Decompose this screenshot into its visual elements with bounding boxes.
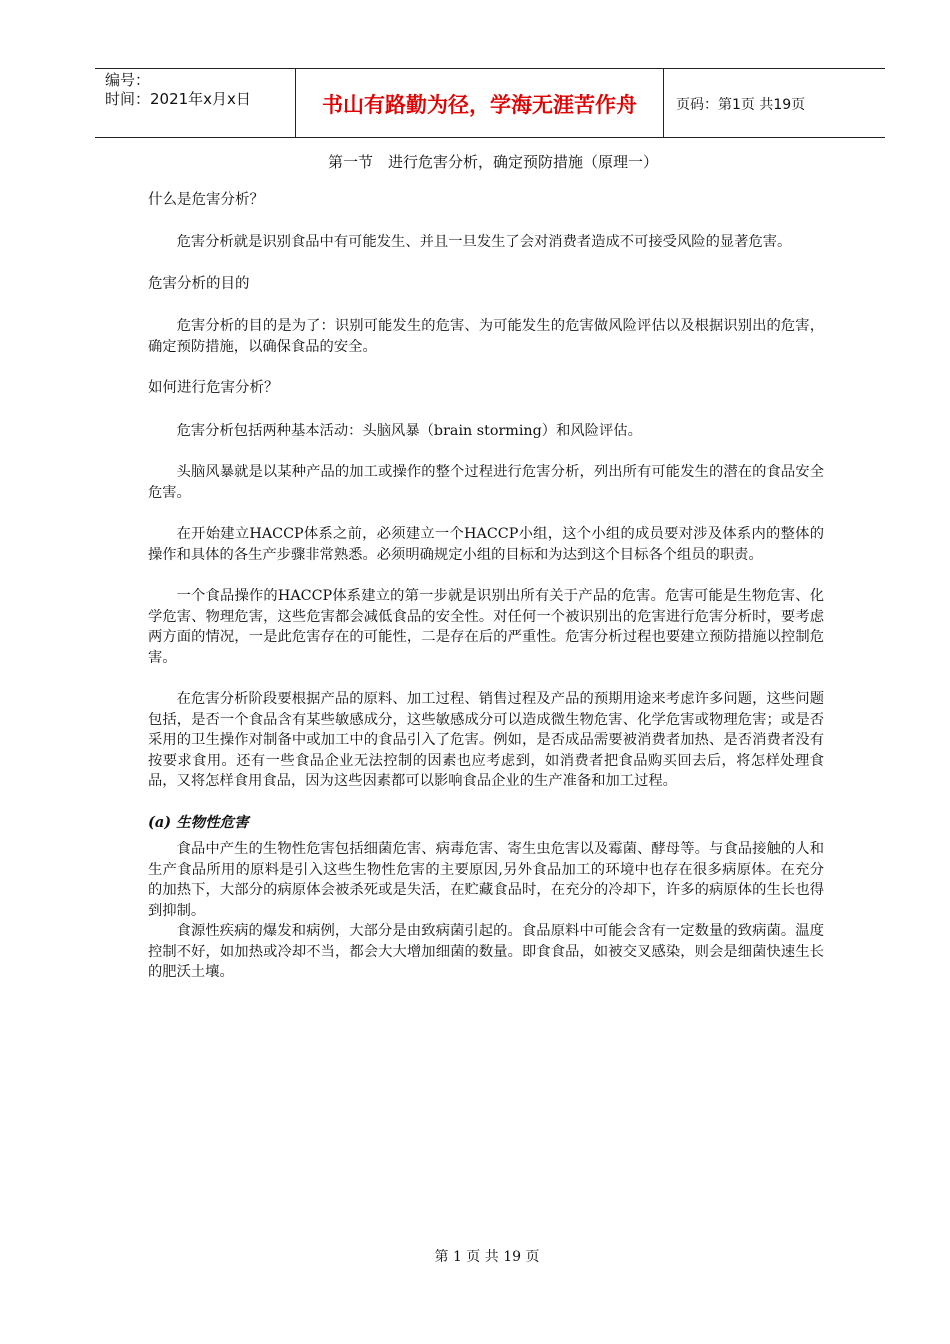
page-footer: 第 1 页 共 19 页 bbox=[434, 1249, 540, 1265]
body-paragraph: 食品中产生的生物性危害包括细菌危害、病毒危害、寄生虫危害以及霉菌、酵母等。与食品接触的人和生产食品所用的原料是引入这些生物性危害的主要原因,另外食品加工的环境中也存在很多病原体。在充分的加热下，大部分的病原体会被杀死或是失活，在贮藏食品时，在充分的冷却下，许多的病原体的生长也得到抑制。 bbox=[148, 841, 824, 919]
header-motto: 书山有路勤为径，学海无涯苦作舟 bbox=[295, 69, 664, 137]
header-meta bbox=[95, 69, 295, 137]
body-paragraph: 危害分析的目的是为了：识别可能发生的危害、为可能发生的危害做风险评估以及根据识别出的危害，确定预防措施，以确保食品的安全。 bbox=[148, 318, 824, 355]
body-paragraph: 在危害分析阶段要根据产品的原料、加工过程、销售过程及产品的预期用途来考虑许多问题，这些问题包括，是否一个食品含有某些敏感成分，这些敏感成分可以造成微生物危害、化学危害或物理危害；或是否采用的卫生操作对制备中或加工中的食品引入了危害。例如，是否成品需要被消费者加热、是否消费者没有按要求食用。还有一些食品企业无法控制的因素也应考虑到，如消费者把食品购买回去后，将怎样处理食品，又将怎样食用食品，因为这些因素都可以影响食品企业的生产准备和加工过程。 bbox=[148, 691, 824, 789]
section-heading: 什么是危害分析？ bbox=[148, 191, 264, 208]
document-header bbox=[95, 68, 885, 138]
body-paragraph: 危害分析包括两种基本活动：头脑风暴（brain storming）和风险评估。 bbox=[176, 422, 642, 439]
body-paragraph: 头脑风暴就是以某种产品的加工或操作的整个过程进行危害分析，列出所有可能发生的潜在的食品安全危害。 bbox=[148, 464, 824, 501]
section-heading: 危害分析的目的 bbox=[148, 275, 250, 292]
section-title: 第一节 进行危害分析，确定预防措施（原理一） bbox=[327, 153, 658, 171]
document-time-label: 时间：2021年x月x日 bbox=[105, 90, 251, 108]
body-paragraph: 一个食品操作的HACCP体系建立的第一步就是识别出所有关于产品的危害。危害可能是生物危害、化学危害、物理危害，这些危害都会减低食品的安全性。对任何一个被识别出的危害进行危害分析时，要考虑两方面的情况，一是此危害存在的可能性，二是存在后的严重性。危害分析过程也要建立预防措施以控制危害。 bbox=[148, 588, 824, 666]
body-paragraph: 危害分析就是识别食品中有可能发生、并且一旦发生了会对消费者造成不可接受风险的显著危害。 bbox=[176, 234, 792, 250]
document-number-label: 编号： bbox=[105, 71, 151, 89]
body-paragraph: 在开始建立HACCP体系之前，必须建立一个HACCP小组，这个小组的成员要对涉及体系内的整体的操作和具体的各生产步骤非常熟悉。必须明确规定小组的目标和为达到这个目标各个组员的职责。 bbox=[148, 526, 824, 563]
header-page-info: 页码：第1页 共19页 bbox=[676, 97, 806, 113]
section-heading: 如何进行危害分析？ bbox=[148, 380, 279, 396]
document-body bbox=[148, 152, 824, 983]
subsection-heading: (a) 生物性危害 bbox=[148, 813, 249, 831]
body-paragraph: 食源性疾病的爆发和病例，大部分是由致病菌引起的。食品原料中可能会含有一定数量的致病菌。温度控制不好，如加热或冷却不当，都会大大增加细菌的数量。即食食品，如被交叉感染，则会是细菌快速生长的肥沃土壤。 bbox=[148, 923, 824, 980]
